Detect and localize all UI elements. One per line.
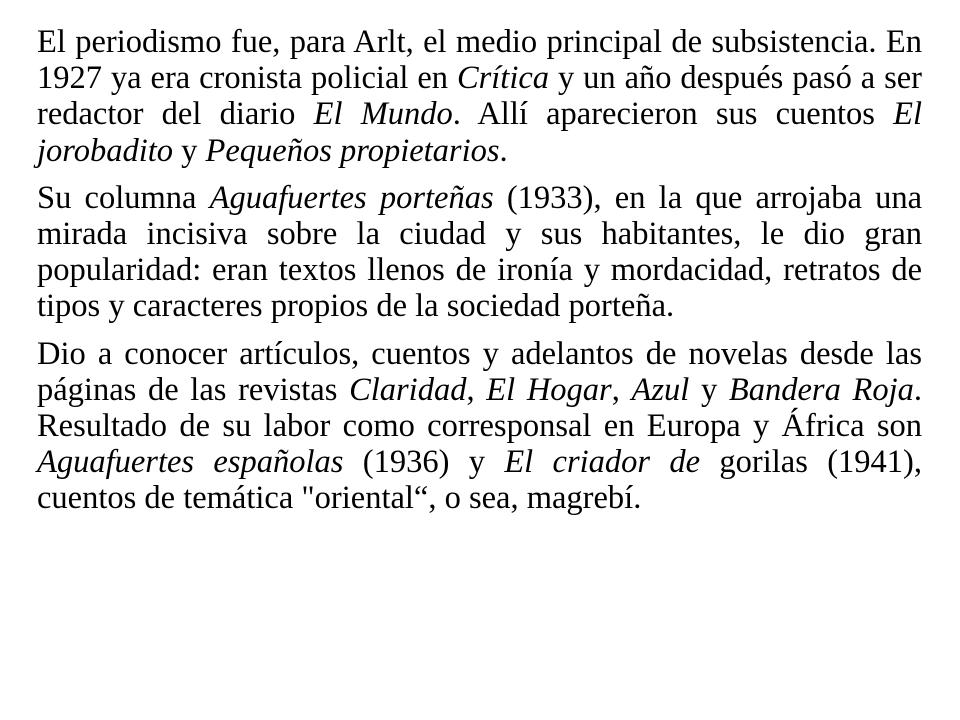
magazine-title: Bandera Roja — [728, 371, 914, 408]
document-page — [37, 24, 922, 528]
newspaper-title: El Mundo — [313, 96, 453, 133]
book-title: Aguafuertes españolas — [37, 444, 344, 481]
text-segment: Dio a conocer artículos, cuentos y adelantos de novelas desde las páginas de las revistas — [37, 335, 922, 408]
text-segment: (1936) y — [343, 444, 505, 481]
column-title: Aguafuertes porteñas — [209, 179, 494, 216]
text-segment: , — [611, 371, 632, 408]
story-title: El jorobadito — [37, 96, 922, 169]
newspaper-title: Crítica — [456, 60, 550, 97]
magazine-title: El Hogar — [486, 371, 612, 408]
paragraph-journalism — [37, 24, 922, 169]
text-segment: y un año después pasó a ser redactor del diario — [37, 60, 923, 133]
story-title: Pequeños propietarios — [205, 132, 500, 169]
text-segment: . Resultado de su labor como corresponsal en Europa y África son — [37, 371, 923, 445]
paragraph-magazines — [37, 336, 922, 517]
text-segment: gorilas (1941), cuentos de temática "oriental“, o sea, magrebí. — [37, 444, 922, 517]
magazine-title: Claridad — [349, 371, 467, 408]
book-title: El criador de — [504, 444, 701, 481]
magazine-title: Azul — [631, 371, 690, 408]
text-segment: . — [499, 132, 508, 169]
text-segment: El periodismo fue, para Arlt, el medio principal de subsistencia. En 1927 ya era cronista policial en — [37, 24, 922, 97]
paragraph-aguafuertes — [37, 180, 922, 325]
text-segment: (1933), en la que arrojaba una mirada incisiva sobre la ciudad y sus habitantes, le dio gran popularidad: eran textos llenos de ironía y mordacidad, retratos de tipos y caracteres propios de la sociedad porteña. — [37, 179, 923, 325]
text-segment: Su columna — [37, 179, 210, 216]
text-segment: y — [173, 132, 206, 169]
text-segment: , — [466, 371, 487, 408]
text-segment: y — [689, 371, 729, 408]
text-segment: . Allí aparecieron sus cuentos — [452, 96, 894, 133]
